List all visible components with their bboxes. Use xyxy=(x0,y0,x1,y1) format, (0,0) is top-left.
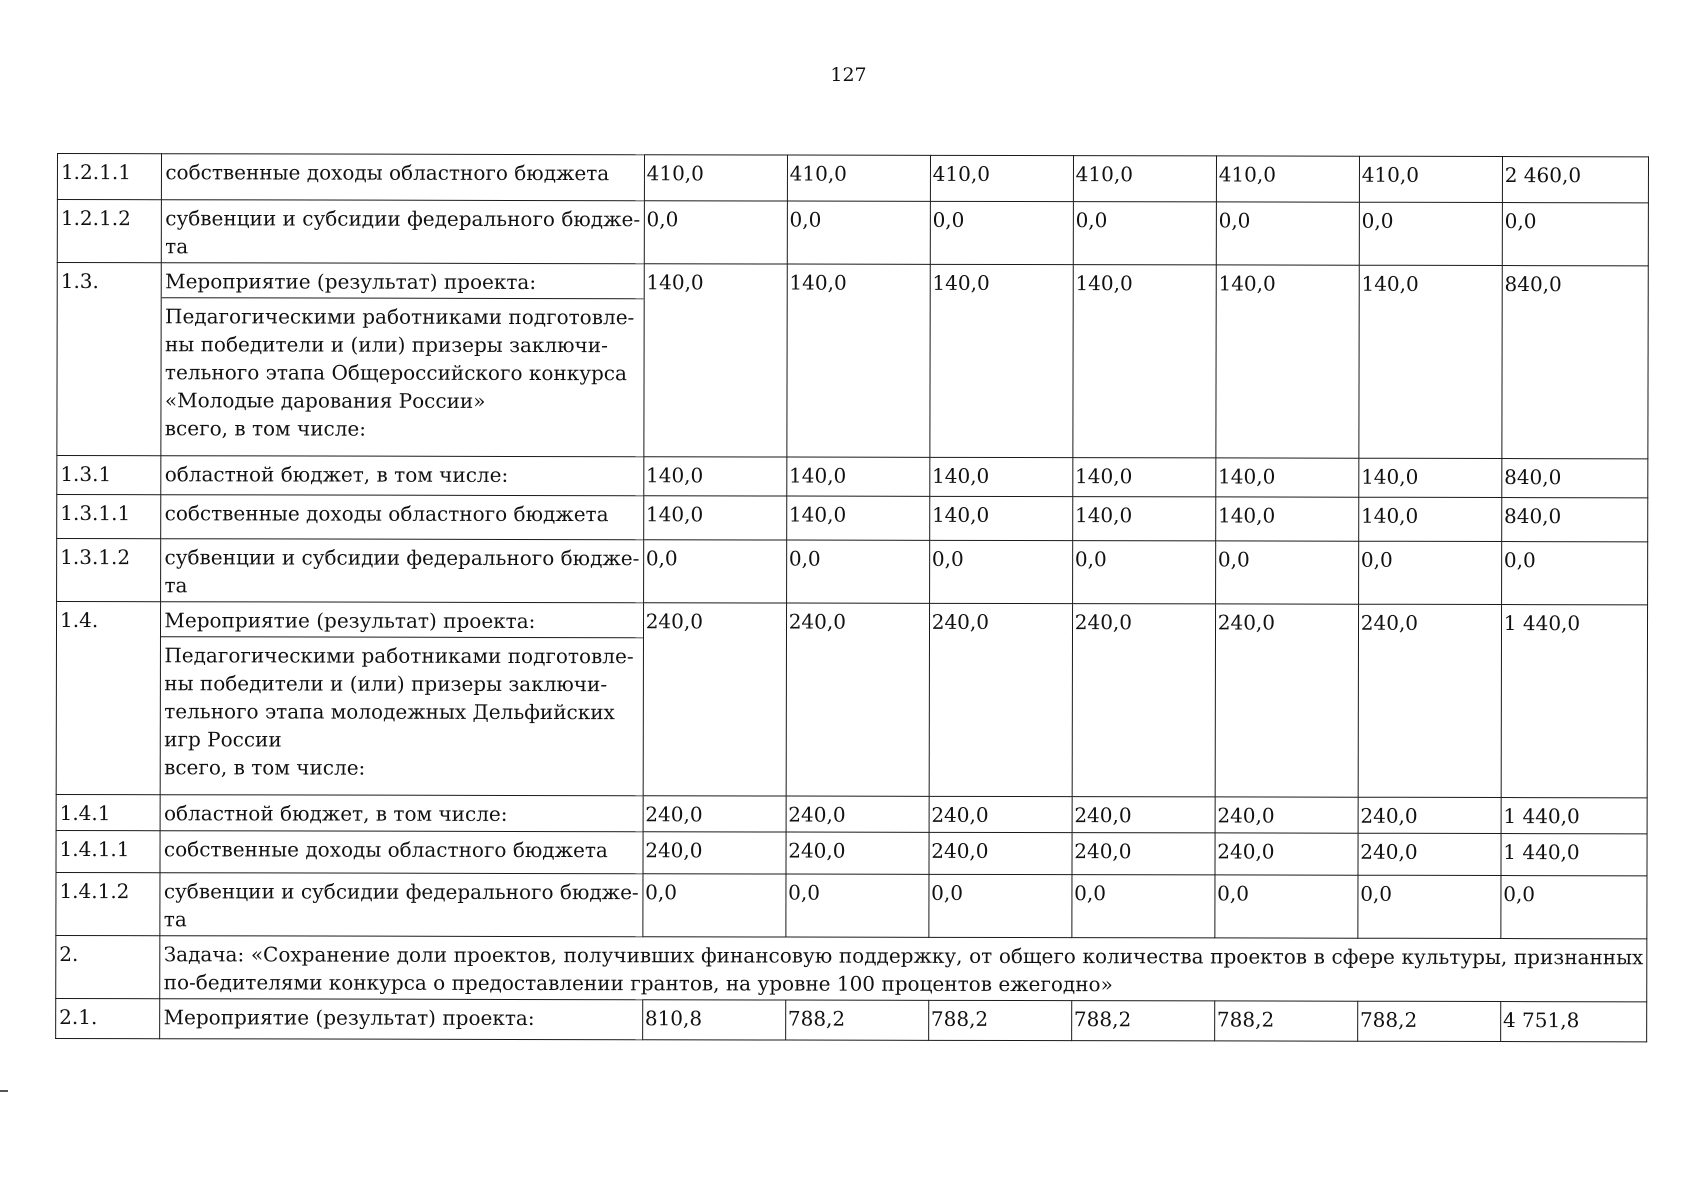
activity-total-label: всего, в том числе: xyxy=(164,416,367,441)
total-cell: 840,0 xyxy=(1501,498,1647,542)
row-name: субвенции и субсидии федерального бюдже-та xyxy=(162,200,644,264)
table-row xyxy=(57,263,1648,459)
value-cell: 410,0 xyxy=(644,155,787,201)
value-cell: 0,0 xyxy=(1072,541,1215,604)
value-cell: 788,2 xyxy=(1214,1001,1357,1041)
activity-description: Педагогическими работниками подготовле-ны победители и (или) призеры заключи-тельного этапа молодежных Дельфийских игр России xyxy=(164,643,634,752)
total-cell: 0,0 xyxy=(1502,203,1648,266)
row-name: областной бюджет, в том числе: xyxy=(161,456,643,496)
value-cell: 140,0 xyxy=(1359,458,1502,497)
value-cell: 240,0 xyxy=(786,832,929,874)
total-cell: 0,0 xyxy=(1501,876,1647,939)
value-cell: 0,0 xyxy=(643,874,786,937)
activity-heading: Мероприятие (результат) проекта: xyxy=(161,602,642,638)
value-cell: 0,0 xyxy=(644,201,787,264)
value-cell: 410,0 xyxy=(1073,156,1216,202)
value-cell: 140,0 xyxy=(787,264,930,457)
value-cell: 140,0 xyxy=(930,457,1073,496)
value-cell: 0,0 xyxy=(1359,202,1502,265)
total-cell: 2 460,0 xyxy=(1502,157,1648,203)
value-cell: 240,0 xyxy=(1358,604,1501,797)
value-cell: 410,0 xyxy=(1216,156,1359,202)
total-cell: 840,0 xyxy=(1502,459,1648,498)
row-code: 1.4.1.2 xyxy=(56,872,161,935)
table-row xyxy=(57,200,1648,266)
value-cell: 240,0 xyxy=(929,832,1072,874)
value-cell: 0,0 xyxy=(1073,202,1216,265)
total-cell: 840,0 xyxy=(1502,266,1649,459)
value-cell: 240,0 xyxy=(1215,797,1358,833)
value-cell: 0,0 xyxy=(1215,875,1358,938)
task-description: Задача: «Сохранение доли проектов, получивших финансовую поддержку, от общего количества проектов в сфере культуры, признанных по-бедителями конкурса о предоставлении грантов, на уровне 100 процентов ежегодно» xyxy=(160,936,1647,1002)
value-cell: 240,0 xyxy=(1358,797,1501,833)
value-cell: 0,0 xyxy=(1216,202,1359,265)
page-number: 127 xyxy=(830,64,867,86)
table-row xyxy=(56,872,1647,938)
row-code: 1.2.1.1 xyxy=(57,154,161,200)
value-cell: 788,2 xyxy=(1071,1001,1214,1041)
value-cell: 240,0 xyxy=(1215,604,1358,797)
value-cell: 140,0 xyxy=(1073,265,1216,458)
value-cell: 0,0 xyxy=(786,874,929,937)
row-name: собственные доходы областного бюджета xyxy=(160,831,642,874)
table-row xyxy=(56,602,1647,798)
row-code: 1.3.1.1 xyxy=(57,495,161,539)
scan-edge-mark xyxy=(0,1090,8,1092)
value-cell: 0,0 xyxy=(1358,541,1501,604)
row-name: Мероприятие (результат) проекта: xyxy=(160,999,642,1040)
value-cell: 140,0 xyxy=(929,496,1072,540)
table-row xyxy=(57,495,1648,542)
row-code: 1.3.1 xyxy=(57,456,161,495)
value-cell: 240,0 xyxy=(643,832,786,874)
value-cell: 140,0 xyxy=(1358,497,1501,541)
row-name: собственные доходы областного бюджета xyxy=(161,495,643,540)
value-cell: 0,0 xyxy=(786,540,929,603)
value-cell: 0,0 xyxy=(1215,541,1358,604)
total-cell: 1 440,0 xyxy=(1501,834,1647,876)
total-cell: 0,0 xyxy=(1501,542,1647,605)
value-cell: 0,0 xyxy=(930,201,1073,264)
table-row xyxy=(57,154,1648,203)
value-cell: 240,0 xyxy=(1358,833,1501,875)
value-cell: 410,0 xyxy=(787,155,930,201)
value-cell: 240,0 xyxy=(1072,604,1215,797)
table-row xyxy=(57,456,1648,498)
value-cell: 0,0 xyxy=(1358,875,1501,938)
value-cell: 240,0 xyxy=(1215,833,1358,875)
table-row xyxy=(56,998,1647,1041)
total-cell: 1 440,0 xyxy=(1501,605,1648,798)
value-cell: 788,2 xyxy=(1357,1001,1500,1041)
row-name: областной бюджет, в том числе: xyxy=(160,795,642,832)
value-cell: 240,0 xyxy=(786,796,929,832)
value-cell: 0,0 xyxy=(1072,875,1215,938)
value-cell: 0,0 xyxy=(787,201,930,264)
row-code: 1.3.1.2 xyxy=(57,539,162,602)
value-cell: 0,0 xyxy=(929,874,1072,937)
value-cell: 240,0 xyxy=(1072,833,1215,875)
value-cell: 0,0 xyxy=(643,540,786,603)
value-cell: 140,0 xyxy=(786,457,929,496)
value-cell: 140,0 xyxy=(1216,265,1359,458)
value-cell: 240,0 xyxy=(643,603,786,796)
row-code: 1.2.1.2 xyxy=(57,200,162,263)
activity-heading: Мероприятие (результат) проекта: xyxy=(162,263,643,299)
value-cell: 410,0 xyxy=(1359,156,1502,202)
activity-description: Педагогическими работниками подготовле-ны победители и (или) призеры заключи-тельного этапа Общероссийского конкурса «Молодые дарования России» xyxy=(164,304,635,413)
value-cell: 140,0 xyxy=(1073,458,1216,497)
value-cell: 140,0 xyxy=(1072,497,1215,541)
value-cell: 240,0 xyxy=(643,796,786,832)
value-cell: 140,0 xyxy=(930,264,1073,457)
row-name xyxy=(161,263,644,457)
budget-table xyxy=(55,153,1649,1042)
table-row xyxy=(57,539,1648,605)
row-code: 2. xyxy=(56,935,161,998)
row-name: собственные доходы областного бюджета xyxy=(162,154,644,201)
value-cell: 140,0 xyxy=(786,496,929,540)
value-cell: 788,2 xyxy=(785,1000,928,1040)
value-cell: 240,0 xyxy=(786,603,929,796)
row-code: 2.1. xyxy=(56,998,160,1038)
row-code: 1.4.1.1 xyxy=(56,830,160,872)
activity-total-label: всего, в том числе: xyxy=(164,755,366,780)
total-cell: 1 440,0 xyxy=(1501,798,1647,834)
value-cell: 240,0 xyxy=(929,603,1072,796)
table-row xyxy=(56,794,1647,833)
table-row xyxy=(56,830,1647,875)
row-code: 1.4.1 xyxy=(56,794,160,830)
table-row xyxy=(56,935,1647,1001)
row-code: 1.4. xyxy=(56,602,161,795)
total-cell: 4 751,8 xyxy=(1500,1002,1646,1042)
value-cell: 140,0 xyxy=(1215,497,1358,541)
value-cell: 140,0 xyxy=(1216,458,1359,497)
value-cell: 140,0 xyxy=(1359,265,1502,458)
row-name xyxy=(161,602,644,796)
row-name: субвенции и субсидии федерального бюдже-та xyxy=(160,873,642,937)
value-cell: 140,0 xyxy=(644,264,787,457)
value-cell: 140,0 xyxy=(643,457,786,496)
value-cell: 240,0 xyxy=(929,796,1072,832)
value-cell: 140,0 xyxy=(643,496,786,540)
value-cell: 410,0 xyxy=(930,155,1073,201)
row-code: 1.3. xyxy=(57,263,162,456)
value-cell: 0,0 xyxy=(929,540,1072,603)
row-name: субвенции и субсидии федерального бюдже-та xyxy=(161,539,643,603)
value-cell: 788,2 xyxy=(928,1000,1071,1040)
value-cell: 240,0 xyxy=(1072,797,1215,833)
value-cell: 810,8 xyxy=(642,1000,785,1040)
